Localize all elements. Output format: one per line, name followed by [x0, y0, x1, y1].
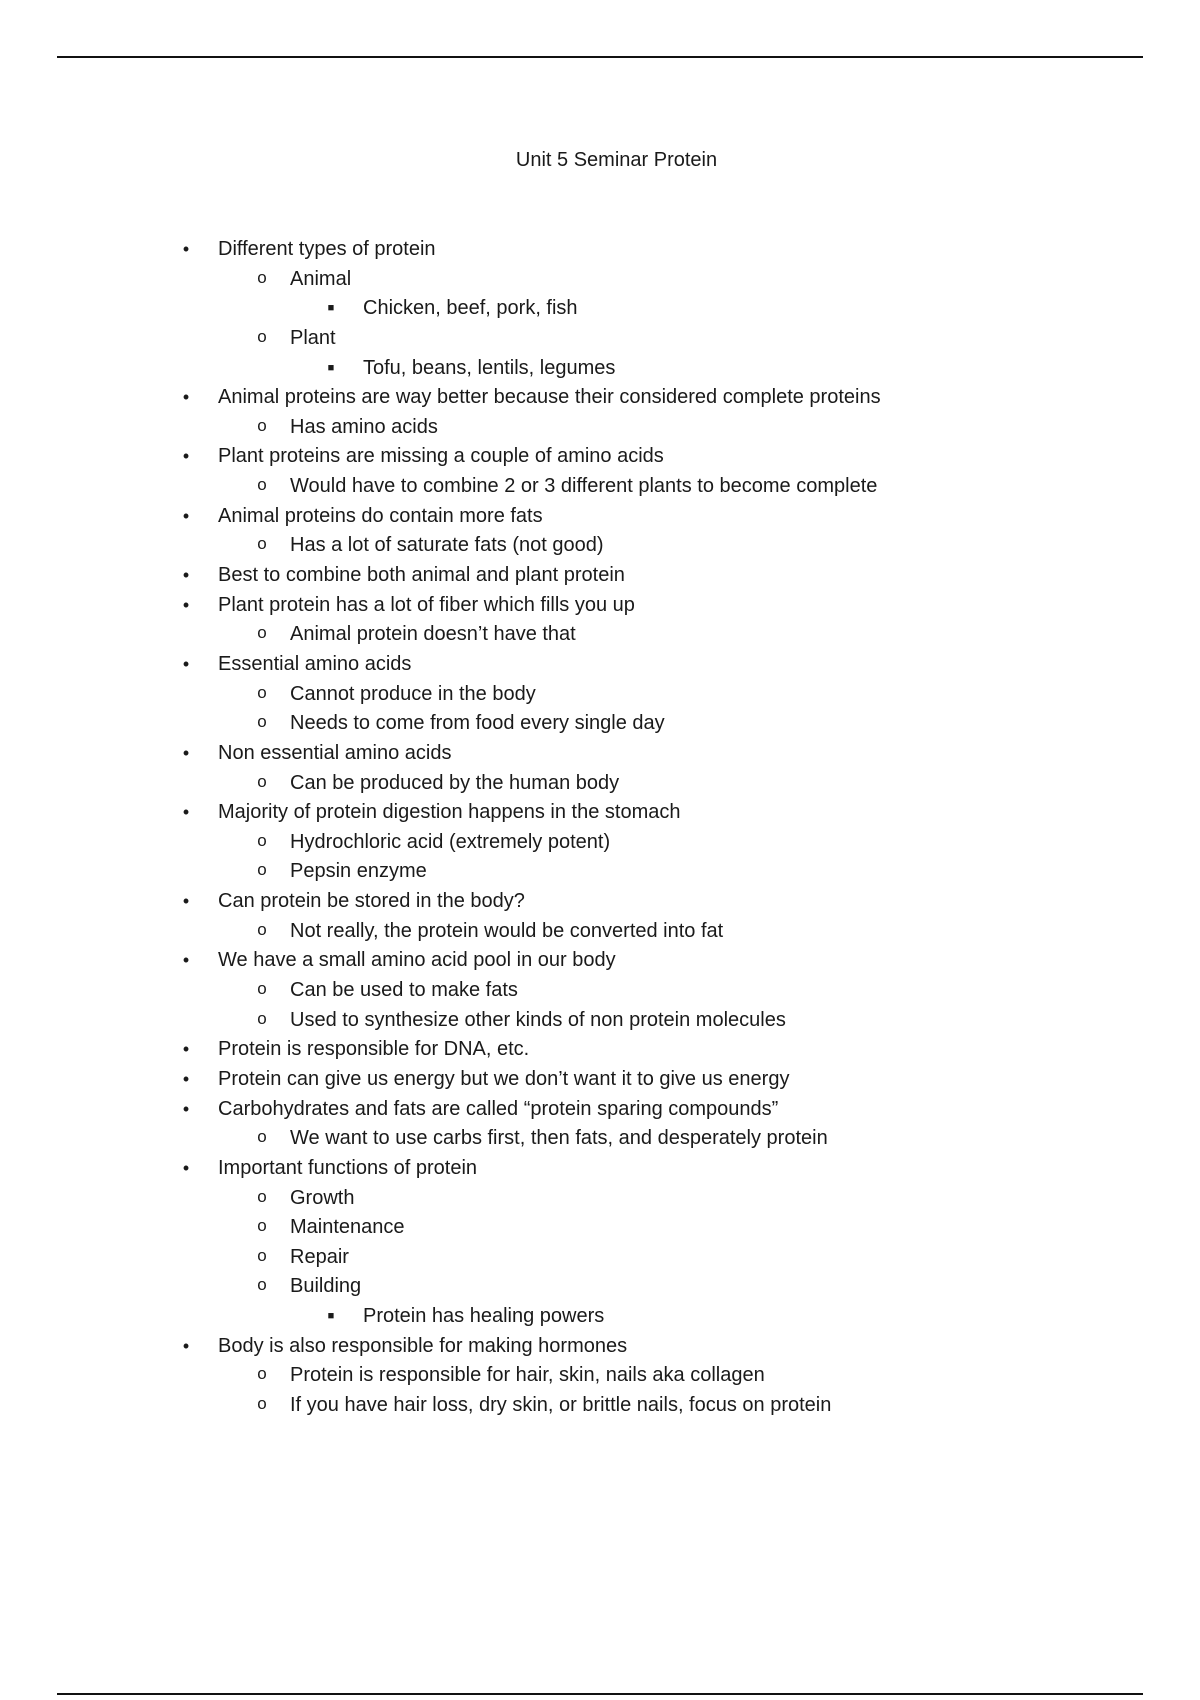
outline-item-text: Can be used to make fats: [290, 979, 518, 1002]
bullet-circle-icon: o: [257, 623, 267, 643]
document-title: Unit 5 Seminar Protein: [515, 149, 718, 171]
outline-item-level-2: [0, 413, 1200, 443]
bullet-circle-icon: o: [257, 979, 267, 999]
bullet-circle-icon: o: [257, 712, 267, 732]
outline-item-text: Has a lot of saturate fats (not good): [290, 534, 604, 557]
bullet-circle-icon: o: [257, 1364, 267, 1384]
bullet-disc-icon: •: [182, 239, 190, 259]
header-rule: [57, 56, 1143, 58]
outline-item-level-2: [0, 531, 1200, 561]
bullet-square-icon: ■: [327, 302, 335, 315]
outline-item-text: We have a small amino acid pool in our body: [218, 949, 616, 972]
outline-item-level-1: [0, 442, 1200, 472]
outline-item-text: Protein is responsible for DNA, etc.: [218, 1038, 530, 1061]
outline-item-text: Carbohydrates and fats are called “protein sparing compounds”: [218, 1097, 779, 1120]
bullet-disc-icon: •: [182, 505, 190, 526]
outline-item-text: Building: [290, 1275, 362, 1298]
bullet-disc-icon: •: [182, 1335, 190, 1356]
bullet-circle-icon: o: [257, 1393, 267, 1413]
outline-item-text: Repair: [290, 1245, 349, 1268]
outline-item-text: Essential amino acids: [218, 652, 412, 675]
outline-item-level-1: [0, 1065, 1200, 1095]
bullet-circle-icon: o: [257, 1186, 267, 1206]
outline-item-text: Chicken, beef, pork, fish: [363, 297, 578, 320]
outline-item-level-2: [0, 1184, 1200, 1214]
bullet-disc-icon: •: [182, 1068, 190, 1089]
outline-item-level-2: [0, 1124, 1200, 1154]
bullet-disc-icon: •: [182, 1157, 190, 1178]
outline-item-text: Protein can give us energy but we don’t want it to give us energy: [218, 1067, 790, 1090]
bullet-circle-icon: o: [257, 682, 267, 702]
outline-item-text: Important functions of protein: [218, 1156, 478, 1179]
outline-item-level-3: [0, 354, 1200, 384]
bullet-disc-icon: •: [182, 446, 190, 467]
bullet-circle-icon: o: [257, 534, 267, 554]
bullet-circle-icon: o: [257, 1216, 267, 1236]
outline-item-level-1: [0, 502, 1200, 532]
outline-item-level-1: [0, 739, 1200, 769]
bullet-disc-icon: •: [182, 802, 190, 823]
bullet-circle-icon: o: [257, 415, 267, 435]
bullet-square-icon: ■: [327, 1310, 335, 1323]
outline-item-level-3: [0, 294, 1200, 324]
outline-item-text: Protein is responsible for hair, skin, nails aka collagen: [290, 1364, 765, 1387]
bullet-circle-icon: o: [257, 1127, 267, 1147]
bullet-disc-icon: •: [182, 1098, 190, 1119]
outline-item-text: If you have hair loss, dry skin, or brittle nails, focus on protein: [290, 1393, 832, 1416]
outline-item-text: Best to combine both animal and plant protein: [218, 564, 625, 587]
outline-item-level-3: [0, 1302, 1200, 1332]
outline-item-level-1: [0, 650, 1200, 680]
outline-item-level-2: [0, 1213, 1200, 1243]
outline-item-text: Growth: [290, 1186, 355, 1209]
bullet-circle-icon: o: [257, 1275, 267, 1295]
bullet-circle-icon: o: [257, 919, 267, 939]
outline-item-text: We want to use carbs first, then fats, and desperately protein: [290, 1127, 828, 1150]
outline-item-text: Body is also responsible for making hormones: [218, 1334, 628, 1357]
bullet-disc-icon: •: [182, 1039, 190, 1060]
outline-item-text: Has amino acids: [290, 415, 438, 438]
outline-item-level-2: [0, 472, 1200, 502]
bullet-disc-icon: •: [182, 742, 190, 763]
outline-item-text: Plant protein has a lot of fiber which fills you up: [218, 593, 635, 616]
outline-item-level-2: [0, 828, 1200, 858]
outline-item-level-1: [0, 1332, 1200, 1362]
outline-item-text: Animal protein doesn’t have that: [290, 623, 576, 646]
bullet-circle-icon: o: [257, 1008, 267, 1028]
outline-item-level-1: [0, 591, 1200, 621]
outline-item-text: Plant: [290, 326, 336, 349]
outline-item-level-1: [0, 1035, 1200, 1065]
outline-item-level-1: [0, 235, 1200, 265]
outline-item-text: Hydrochloric acid (extremely potent): [290, 830, 611, 853]
outline-item-text: Animal proteins are way better because their considered complete proteins: [218, 386, 881, 409]
bullet-circle-icon: o: [257, 771, 267, 791]
outline-item-level-1: [0, 798, 1200, 828]
outline-item-level-2: [0, 620, 1200, 650]
bullet-disc-icon: •: [182, 891, 190, 912]
bullet-disc-icon: •: [182, 950, 190, 971]
outline-item-text: Different types of protein: [218, 238, 436, 260]
outline-item-level-2: [0, 1272, 1200, 1302]
outline-item-level-2: [0, 265, 1200, 295]
bullet-disc-icon: •: [182, 565, 190, 586]
outline-item-text: Majority of protein digestion happens in the stomach: [218, 801, 681, 824]
outline-item-level-2: [0, 680, 1200, 710]
outline-item-level-2: [0, 709, 1200, 739]
outline-item-level-1: [0, 887, 1200, 917]
outline-item-text: Plant proteins are missing a couple of amino acids: [218, 445, 664, 468]
outline-item-level-2: [0, 1006, 1200, 1036]
outline-item-level-2: [0, 1361, 1200, 1391]
outline-item-level-2: [0, 857, 1200, 887]
bullet-disc-icon: •: [182, 653, 190, 674]
outline-item-text: Protein has healing powers: [363, 1305, 605, 1328]
bullet-circle-icon: o: [257, 326, 267, 346]
outline-item-text: Can be produced by the human body: [290, 771, 620, 794]
bulleted-outline: [0, 235, 1200, 1421]
outline-item-level-2: [0, 324, 1200, 354]
outline-item-text: Needs to come from food every single day: [290, 712, 665, 735]
outline-item-level-1: [0, 1095, 1200, 1125]
outline-item-level-1: [0, 1154, 1200, 1184]
outline-item-text: Used to synthesize other kinds of non protein molecules: [290, 1008, 786, 1031]
outline-item-level-1: [0, 383, 1200, 413]
outline-item-text: Cannot produce in the body: [290, 682, 536, 705]
outline-item-level-2: [0, 976, 1200, 1006]
bullet-disc-icon: •: [182, 594, 190, 615]
outline-item-level-2: [0, 1243, 1200, 1273]
outline-item-text: Animal: [290, 267, 352, 290]
outline-item-text: Animal proteins do contain more fats: [218, 504, 543, 527]
outline-item-text: Tofu, beans, lentils, legumes: [363, 356, 616, 379]
bullet-square-icon: ■: [327, 361, 335, 374]
bullet-circle-icon: o: [257, 267, 267, 287]
outline-item-text: Would have to combine 2 or 3 different plants to become complete: [290, 475, 878, 498]
outline-item-text: Can protein be stored in the body?: [218, 890, 525, 913]
outline-item-level-1: [0, 561, 1200, 591]
footer-rule: [57, 1693, 1143, 1695]
outline-item-level-2: [0, 1391, 1200, 1421]
outline-item-text: Non essential amino acids: [218, 741, 452, 764]
bullet-disc-icon: •: [182, 387, 190, 408]
outline-item-level-2: [0, 769, 1200, 799]
outline-item-text: Not really, the protein would be converted into fat: [290, 919, 724, 942]
outline-item-text: Pepsin enzyme: [290, 860, 427, 883]
outline-item-level-1: [0, 946, 1200, 976]
bullet-circle-icon: o: [257, 475, 267, 495]
outline-item-text: Maintenance: [290, 1216, 405, 1239]
outline-item-level-2: [0, 917, 1200, 947]
bullet-circle-icon: o: [257, 860, 267, 880]
bullet-circle-icon: o: [257, 1245, 267, 1265]
bullet-circle-icon: o: [257, 830, 267, 850]
